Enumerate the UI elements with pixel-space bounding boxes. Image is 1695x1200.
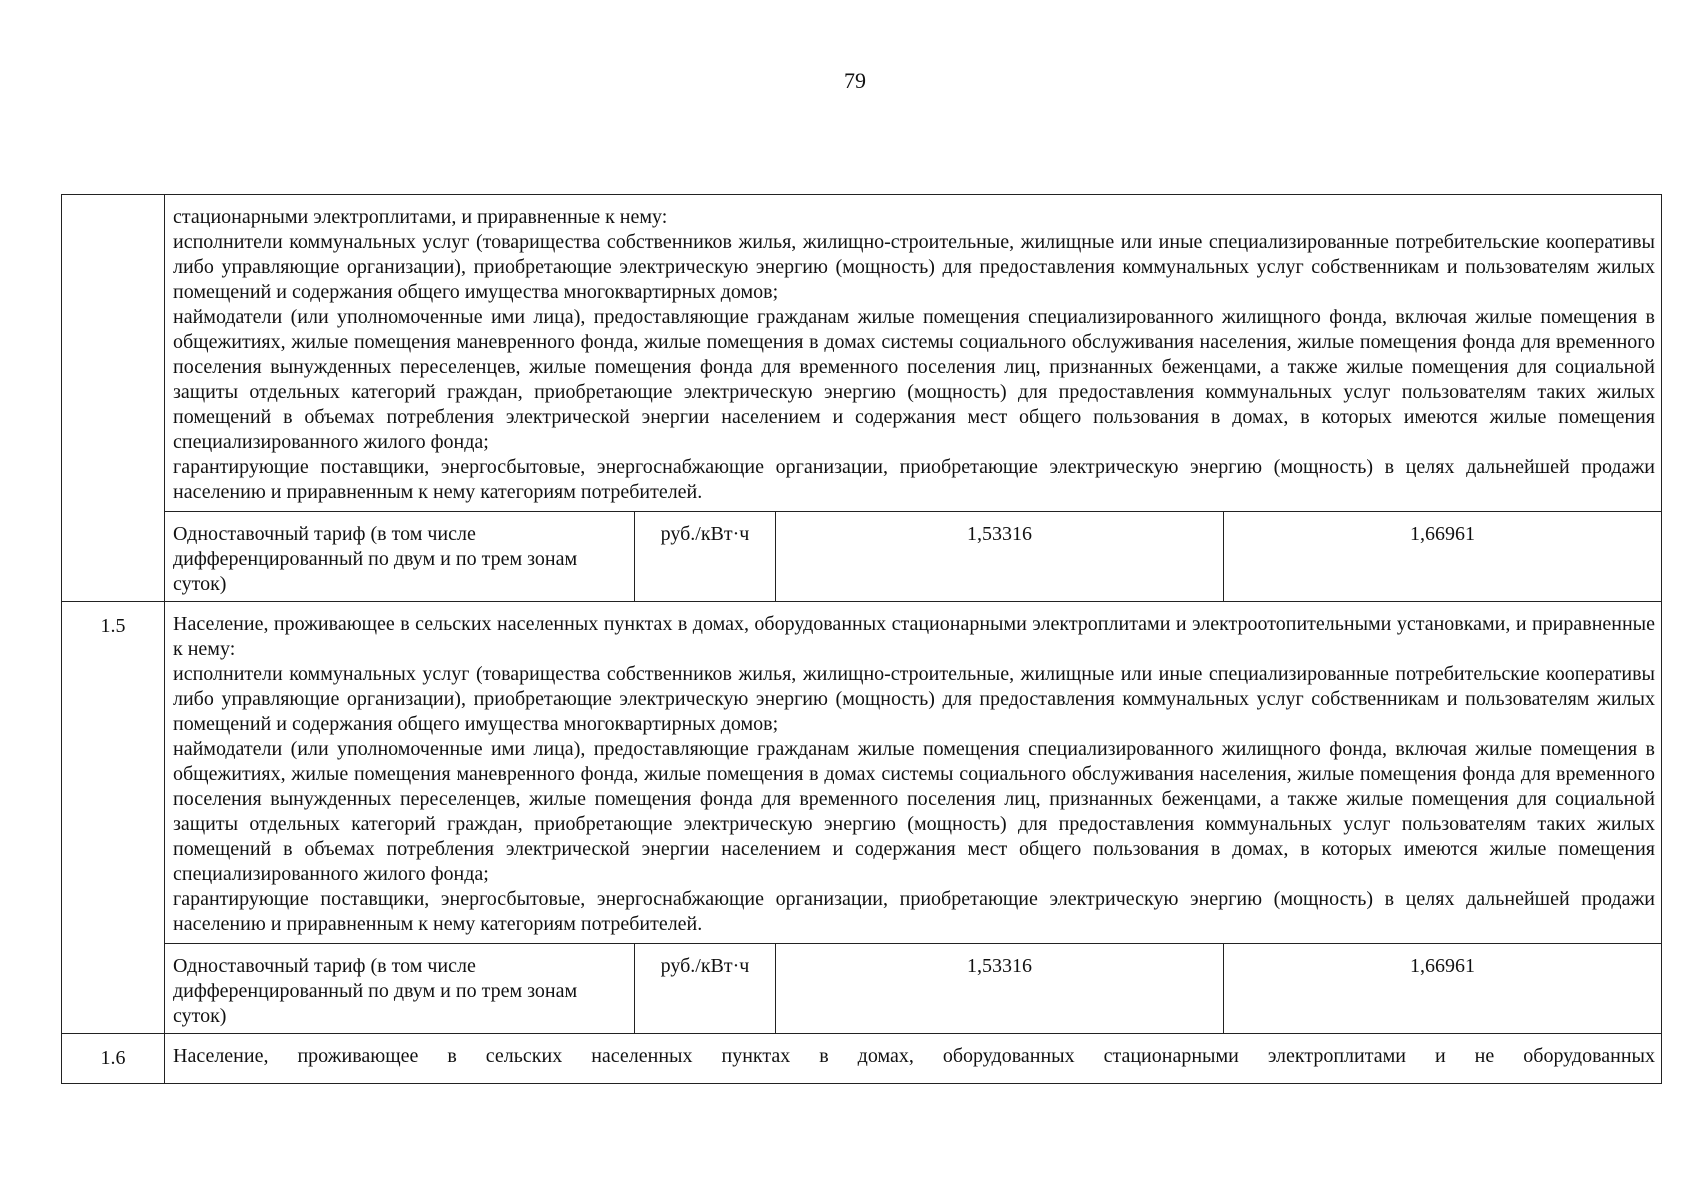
row-content-cell (165, 602, 1662, 1034)
tariff-name: Одноставочный тариф (в том числе дифференцированный по двум и по трем зонам суток) (173, 523, 578, 595)
section-text (165, 602, 1661, 943)
paragraph: наймодатели (или уполномоченные ими лица), предоставляющие гражданам жилые помещения специализированного жилищного фонда, включая жилые помещения в общежитиях, жилые помещения маневренного фонда, жилые помещения в домах системы социального обслуживания населения, жилые помещения фонда для временного поселения вынужденных переселенцев, жилые помещения фонда для временного поселения лиц, признанных беженцами, а также жилые помещения для социальной защиты отдельных категорий граждан, приобретающие электрическую энергию (мощность) для предоставления коммунальных услуг пользователям таких жилых помещений в объемах потребления электрической энергии населением и содержания мест общего пользования в домах, в которых имеются жилые помещения специализированного жилого фонда; (173, 738, 1655, 885)
section-text (165, 195, 1661, 511)
row-content-cell (165, 1034, 1662, 1084)
row-content-cell (165, 195, 1662, 602)
row-number-cell: 1.6 (62, 1034, 165, 1084)
section-text: Население, проживающее в сельских населенных пунктах в домах, оборудованных стационарными электроплитами и не оборудованных (173, 1045, 1655, 1067)
tariff-value-1: 1,53316 (776, 944, 1224, 1034)
paragraph: исполнители коммунальных услуг (товарищества собственников жилья, жилищно-строительные, жилищные или иные специализированные потребительские кооперативы либо управляющие организации), приобретающие электрическую энергию (мощность) для предоставления коммунальных услуг собственникам и пользователям жилых помещений и содержания общего имущества многоквартирных домов; (173, 231, 1655, 303)
paragraph: Население, проживающее в сельских населенных пунктах в домах, оборудованных стационарными электроплитами и электроотопительными установками, и приравненные к нему: (173, 613, 1655, 660)
tariff-unit: руб./кВт·ч (635, 944, 776, 1034)
tariff-value-1: 1,53316 (776, 512, 1224, 602)
table-row (62, 1034, 1662, 1084)
tariff-name: Одноставочный тариф (в том числе дифференцированный по двум и по трем зонам суток) (173, 955, 578, 1027)
tariff-value-2: 1,66961 (1224, 944, 1662, 1034)
row-number-cell: 1.5 (62, 602, 165, 1034)
tariff-value-2: 1,66961 (1224, 512, 1662, 602)
tariff-row (165, 512, 1661, 602)
tariff-subtable (165, 943, 1661, 1033)
paragraph: стационарными электроплитами, и приравненные к нему: (173, 206, 668, 228)
paragraph: наймодатели (или уполномоченные ими лица), предоставляющие гражданам жилые помещения специализированного жилищного фонда, включая жилые помещения в общежитиях, жилые помещения маневренного фонда, жилые помещения в домах системы социального обслуживания населения, жилые помещения фонда для временного поселения вынужденных переселенцев, жилые помещения фонда для временного поселения лиц, признанных беженцами, а также жилые помещения для социальной защиты отдельных категорий граждан, приобретающие электрическую энергию (мощность) для предоставления коммунальных услуг пользователям таких жилых помещений в объемах потребления электрической энергии населением и содержания мест общего пользования в домах, в которых имеются жилые помещения специализированного жилого фонда; (173, 306, 1655, 453)
paragraph: исполнители коммунальных услуг (товарищества собственников жилья, жилищно-строительные, жилищные или иные специализированные потребительские кооперативы либо управляющие организации), приобретающие электрическую энергию (мощность) для предоставления коммунальных услуг собственникам и пользователям жилых помещений и содержания общего имущества многоквартирных домов; (173, 663, 1655, 735)
paragraph: гарантирующие поставщики, энергосбытовые, энергоснабжающие организации, приобретающие электрическую энергию (мощность) в целях дальнейшей продажи населению и приравненным к нему категориям потребителей. (173, 456, 1655, 503)
tariff-row (165, 944, 1661, 1034)
table-row (62, 602, 1662, 1034)
tariff-subtable (165, 511, 1661, 601)
page-number: 79 (844, 68, 866, 93)
tariff-table (61, 194, 1662, 1084)
tariff-unit: руб./кВт·ч (635, 512, 776, 602)
row-number-cell (62, 195, 165, 602)
table-row (62, 195, 1662, 602)
paragraph: гарантирующие поставщики, энергосбытовые, энергоснабжающие организации, приобретающие электрическую энергию (мощность) в целях дальнейшей продажи населению и приравненным к нему категориям потребителей. (173, 888, 1655, 935)
